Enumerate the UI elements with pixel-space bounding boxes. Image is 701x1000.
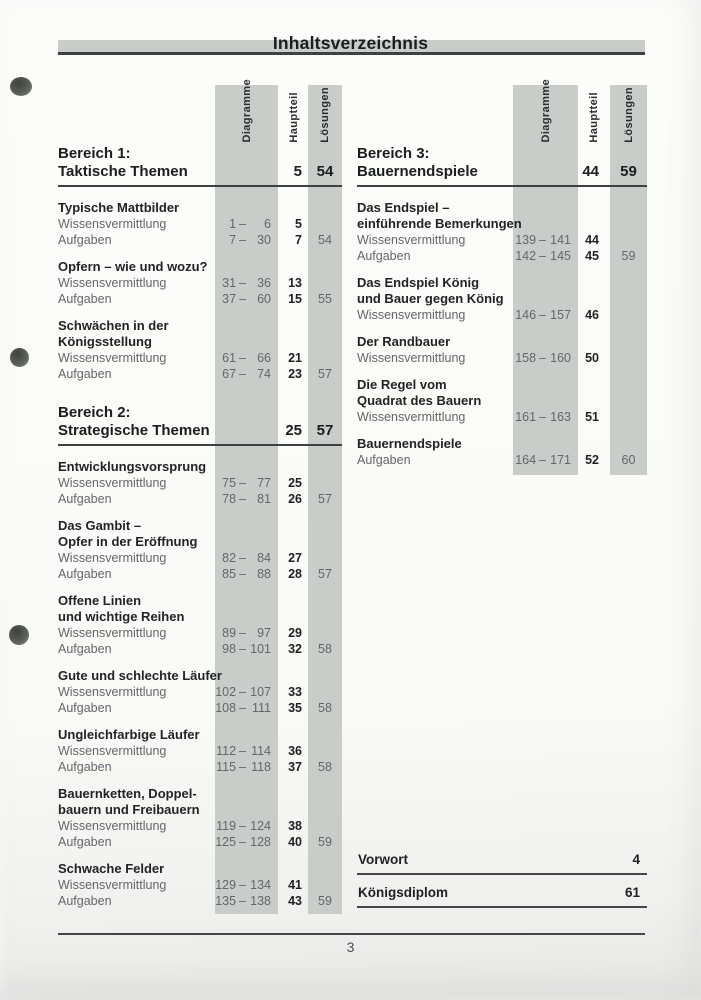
topic-title: Offene Linien [58,593,142,608]
column-header-label: Lösungen [319,87,331,143]
column-header-label: Hauptteil [588,92,600,143]
row-label: Aufgaben [58,292,112,306]
diagram-range [215,759,278,775]
hauptteil-page: 44 [585,233,599,247]
diagram-range-to: 145 [550,249,571,263]
row-label: Aufgaben [58,701,112,715]
column-header-label: Diagramme [539,79,552,143]
section-heading-line1: Bereich 1: [58,145,131,162]
diagram-range-to: 124 [250,819,271,833]
diagram-range-separator: – [239,819,246,833]
diagram-range-separator: – [239,567,246,581]
topic-title: einführende Bemerkungen [357,216,522,231]
diagram-range-to: 111 [251,701,271,715]
diagram-range-separator: – [239,685,246,699]
section-title: Bauernendspiele [357,163,478,180]
hauptteil-page: 29 [288,626,302,640]
diagram-range [513,307,578,323]
diagram-range-to: 128 [250,835,271,849]
hauptteil-page: 5 [295,217,302,231]
toc-row [58,641,342,657]
diagram-range-from: 129 [215,878,237,892]
row-label: Wissensvermittlung [58,217,167,231]
diagram-range-separator: – [239,760,246,774]
diagram-range [215,491,278,507]
loesungen-page [308,743,342,759]
topic-title: Ungleichfarbige Läufer [58,727,200,742]
topic-block [357,200,647,264]
hauptteil-page: 36 [288,744,302,758]
column-header-label: Diagramme [240,79,253,143]
topic-title: bauern und Freibauern [58,802,200,817]
hauptteil-page: 41 [288,878,302,892]
diagram-range [215,641,278,657]
diagram-range-from: 102 [215,685,237,699]
section-hauptteil-page: 5 [293,163,302,180]
row-label: Wissensvermittlung [58,878,167,892]
topic-block [58,259,342,307]
diagram-range-from: 108 [215,701,237,715]
topic-title: Opfer in der Eröffnung [58,534,198,549]
diagram-range-separator: – [239,835,246,849]
binder-hole [10,77,32,96]
hauptteil-page: 13 [288,276,302,290]
section-heading [58,404,342,446]
topic-block [58,459,342,507]
topic-block [58,786,342,850]
topic-block [357,334,647,366]
topic-block [58,668,342,716]
row-label: Aufgaben [357,453,411,467]
row-label: Wissensvermittlung [357,410,466,424]
diagram-range-separator: – [239,878,246,892]
loesungen-page: 54 [318,233,332,247]
toc-entry-page: 4 [632,852,640,867]
hauptteil-page: 23 [288,367,302,381]
diagram-range-from: 135 [215,894,237,908]
toc-row [58,475,342,491]
toc-row [58,818,342,834]
column-header-label: Lösungen [622,87,635,143]
diagram-range-separator: – [239,492,246,506]
toc-row [58,893,342,909]
diagram-range-to: 84 [257,551,271,565]
diagram-range-from: 67 [222,367,237,381]
loesungen-page [308,818,342,834]
topic-title: Entwicklungsvorsprung [58,459,207,474]
loesungen-page [308,350,342,366]
section-hauptteil-page: 25 [285,422,302,439]
topic-block [357,436,647,468]
diagram-range-from: 125 [215,835,237,849]
diagram-range-from: 115 [216,760,237,774]
loesungen-page: 59 [621,249,636,263]
diagram-range-to: 81 [257,492,271,506]
section-title: Strategische Themen [58,422,210,439]
diagram-range-to: 157 [550,308,571,322]
loesungen-page [308,877,342,893]
diagram-range [215,818,278,834]
diagram-range-from: 1 [229,217,237,231]
loesungen-page: 55 [318,292,332,306]
loesungen-page: 59 [318,894,332,908]
row-label: Wissensvermittlung [58,276,167,290]
diagram-range [215,475,278,491]
diagram-range-to: 141 [550,233,571,247]
topic-title: Quadrat des Bauern [357,393,482,408]
hauptteil-page: 28 [288,567,302,581]
hauptteil-page: 50 [585,351,599,365]
topic-title: Schwache Felder [58,861,165,876]
section-heading-line1: Bereich 2: [58,404,131,421]
hauptteil-page: 43 [288,894,302,908]
diagram-range [215,275,278,291]
diagram-range-to: 6 [264,217,271,231]
loesungen-page [308,275,342,291]
diagram-range-separator: – [539,233,546,247]
row-label: Wissensvermittlung [58,685,167,699]
loesungen-page [308,684,342,700]
diagram-range-from: 78 [222,492,237,506]
toc-row [357,248,647,264]
toc-row [58,684,342,700]
diagram-range-from: 82 [222,551,237,565]
diagram-range-from: 31 [222,276,237,290]
row-label: Wissensvermittlung [357,308,466,322]
diagram-range-to: 138 [250,894,271,908]
diagram-range-separator: – [539,249,546,263]
loesungen-page [610,350,647,366]
hauptteil-page: 35 [288,701,302,715]
toc-row [58,759,342,775]
toc-row [58,834,342,850]
row-label: Aufgaben [58,567,112,581]
section-loesungen-page: 54 [316,163,334,180]
row-label: Wissensvermittlung [58,551,167,565]
diagram-range [513,248,578,264]
diagram-range [215,834,278,850]
toc-row [58,743,342,759]
diagram-range [215,350,278,366]
toc-row [58,877,342,893]
diagram-range-separator: – [539,308,546,322]
row-label: Wissensvermittlung [58,819,167,833]
row-label: Wissensvermittlung [357,233,466,247]
hauptteil-page: 51 [585,410,599,424]
diagram-range-separator: – [239,351,246,365]
column-header-diagramme [513,79,578,143]
diagram-range [513,232,578,248]
row-label: Aufgaben [58,233,112,247]
topic-block [58,518,342,582]
diagram-range-separator: – [239,642,246,656]
topic-title: Königsstellung [58,334,152,349]
hauptteil-page: 46 [585,308,599,322]
bottom-entries [357,852,647,908]
section-loesungen-page: 57 [316,422,334,439]
section-loesungen-page: 59 [620,163,637,180]
column-header-loesungen [610,86,647,143]
section-diagram-cell [513,163,578,181]
section-heading-line2 [357,163,647,181]
toc-row [357,307,647,323]
topic-title: Opfern – wie und wozu? [58,259,208,274]
diagram-range [215,877,278,893]
hauptteil-page: 26 [288,492,302,506]
diagram-range [215,893,278,909]
diagram-range-from: 112 [216,744,237,758]
toc-row [357,409,647,425]
diagram-range [215,625,278,641]
binder-hole [10,348,29,367]
diagram-range-separator: – [239,217,246,231]
diagram-range-to: 160 [550,351,571,365]
loesungen-page [308,216,342,232]
diagram-range-separator: – [239,476,246,490]
row-label: Aufgaben [58,492,112,506]
topic-title: Gute und schlechte Läufer [58,668,222,683]
diagram-range-from: 98 [222,642,237,656]
diagram-range-to: 134 [250,878,271,892]
section-diagram-cell [215,422,278,440]
loesungen-page [308,550,342,566]
topic-title: Das Endspiel – [357,200,450,215]
row-label: Wissensvermittlung [58,476,167,490]
topic-title: Das Endspiel König [357,275,480,290]
diagram-range-to: 163 [550,410,571,424]
diagram-range [215,684,278,700]
toc-row [58,700,342,716]
topic-title: Bauernendspiele [357,436,462,451]
diagram-range [215,550,278,566]
diagram-range-to: 107 [250,685,271,699]
diagram-range-separator: – [239,233,246,247]
diagram-range-to: 118 [251,760,271,774]
diagram-range-separator: – [239,367,246,381]
loesungen-page: 57 [318,567,332,581]
topic-block [357,275,647,323]
diagram-range-from: 146 [515,308,537,322]
section-heading-line1: Bereich 3: [357,145,430,162]
row-label: Aufgaben [58,835,112,849]
row-label: Wissensvermittlung [357,351,466,365]
loesungen-page: 57 [318,367,332,381]
diagram-range [215,232,278,248]
loesungen-page: 60 [621,453,636,467]
diagram-range-from: 75 [222,476,237,490]
diagram-range-from: 7 [229,233,237,247]
diagram-range-to: 30 [257,233,271,247]
hauptteil-page: 37 [288,760,302,774]
topic-block [58,200,342,248]
diagram-range-to: 97 [257,626,271,640]
toc-row [58,625,342,641]
diagram-range-separator: – [239,744,246,758]
toc-row [58,232,342,248]
row-label: Aufgaben [58,760,112,774]
diagram-range-from: 158 [515,351,537,365]
page-number: 3 [346,939,355,955]
toc-entry-label: Vorwort [358,852,408,867]
diagram-range-from: 142 [515,249,537,263]
diagram-range-from: 85 [222,567,237,581]
hauptteil-page: 38 [288,819,302,833]
topic-title: Der Randbauer [357,334,451,349]
toc-row [58,491,342,507]
column-header-loesungen [308,86,342,143]
topic-block [58,861,342,909]
section-heading-line2 [58,163,342,181]
section-title: Taktische Themen [58,163,188,180]
loesungen-page [308,625,342,641]
column-header-label: Hauptteil [288,92,300,143]
diagram-range [215,566,278,582]
toc-row [58,566,342,582]
toc-row [357,452,647,468]
diagram-range [215,366,278,382]
hauptteil-page: 21 [288,351,302,365]
topic-title: Schwächen in der [58,318,169,333]
toc-entry-page: 61 [624,885,640,900]
row-label: Wissensvermittlung [58,351,167,365]
topic-block [58,593,342,657]
loesungen-page: 58 [318,701,332,715]
diagram-range-separator: – [239,894,246,908]
topic-block [58,318,342,382]
diagram-range-to: 101 [250,642,271,656]
topic-title: Die Regel vom [357,377,447,392]
toc-row [58,350,342,366]
diagram-range-from: 161 [515,410,537,424]
row-label: Aufgaben [58,894,112,908]
topic-title: Das Gambit – [58,518,142,533]
diagram-range [513,452,578,468]
topic-block [357,377,647,425]
toc-row [58,216,342,232]
row-label: Wissensvermittlung [58,744,167,758]
diagram-range-separator: – [239,276,246,290]
diagram-range-from: 119 [216,819,237,833]
toc-row [357,232,647,248]
hauptteil-page: 52 [585,453,599,467]
diagram-range [513,409,578,425]
diagram-range-separator: – [539,351,546,365]
topic-title: Bauernketten, Doppel- [58,786,197,801]
diagram-range [215,291,278,307]
section-hauptteil-page: 44 [582,163,599,180]
topic-title: Typische Mattbilder [58,200,180,215]
diagram-range [215,743,278,759]
hauptteil-page: 40 [288,835,302,849]
section-heading [357,145,647,187]
diagram-range-separator: – [239,626,246,640]
diagram-range-separator: – [239,292,246,306]
topic-block [58,727,342,775]
column-header-diagramme [215,79,278,143]
toc-column-right [357,145,647,468]
topic-title: und wichtige Reihen [58,609,185,624]
row-label: Wissensvermittlung [58,626,167,640]
diagram-range-to: 36 [257,276,271,290]
loesungen-page: 58 [318,642,332,656]
binder-hole [9,625,29,645]
hauptteil-page: 33 [288,685,302,699]
section-heading [58,145,342,187]
section-diagram-cell [215,163,278,181]
diagram-range-to: 66 [257,351,271,365]
diagram-range-to: 60 [257,292,271,306]
diagram-range-from: 61 [222,351,237,365]
row-label: Aufgaben [58,642,112,656]
diagram-range-from: 37 [222,292,237,306]
toc-column-left [58,145,342,909]
hauptteil-page: 25 [288,476,302,490]
hauptteil-page: 45 [585,249,599,263]
diagram-range-separator: – [239,551,246,565]
diagram-range [215,700,278,716]
diagram-range-from: 89 [222,626,237,640]
column-header-hauptteil [279,86,309,143]
diagram-range-to: 114 [251,744,271,758]
diagram-range-from: 139 [515,233,537,247]
hauptteil-page: 7 [295,233,302,247]
loesungen-page: 59 [318,835,332,849]
diagram-range-from: 164 [515,453,537,467]
toc-entry-koenigsdiplom [357,885,647,908]
page-title: Inhaltsverzeichnis [272,33,429,53]
topic-title: und Bauer gegen König [357,291,504,306]
hauptteil-page: 27 [288,551,302,565]
diagram-range-to: 88 [257,567,271,581]
toc-row [58,366,342,382]
diagram-range-to: 74 [257,367,271,381]
loesungen-page [308,475,342,491]
toc-row [58,550,342,566]
toc-row [357,350,647,366]
hauptteil-page: 32 [288,642,302,656]
footer-rule [58,933,645,935]
diagram-range-separator: – [539,453,546,467]
diagram-range-to: 171 [550,453,571,467]
toc-row [58,291,342,307]
loesungen-page [610,409,647,425]
column-header-hauptteil [578,86,610,143]
loesungen-page [610,232,647,248]
diagram-range-separator: – [239,701,246,715]
loesungen-page: 58 [318,760,332,774]
toc-entry-vorwort [357,852,647,875]
diagram-range-separator: – [539,410,546,424]
section-heading-line2 [58,422,342,440]
loesungen-page [610,307,647,323]
hauptteil-page: 15 [288,292,302,306]
diagram-range-to: 77 [257,476,271,490]
diagram-range [513,350,578,366]
diagram-range [215,216,278,232]
loesungen-page: 57 [318,492,332,506]
toc-row [58,275,342,291]
row-label: Aufgaben [357,249,411,263]
toc-entry-label: Königsdiplom [358,885,448,900]
row-label: Aufgaben [58,367,112,381]
